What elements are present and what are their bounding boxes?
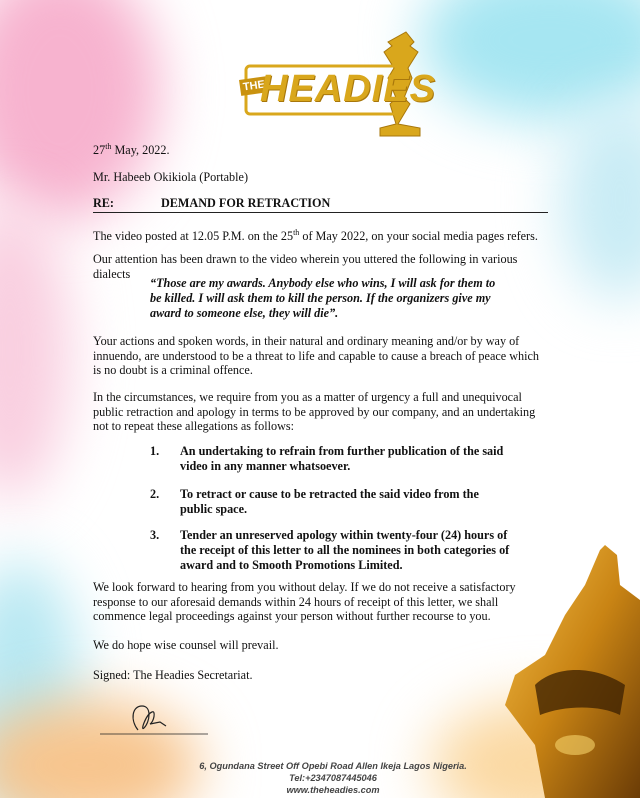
list-number: 2. — [150, 487, 160, 501]
paragraph-threat: Your actions and spoken words, in their natural and ordinary meaning and/or by way of innuendo, are understood to be a threat to life and capable to cause a breach of peace which is no doubt is a criminal offence. — [93, 334, 539, 377]
subject-line — [93, 196, 548, 213]
paragraph-video-reference: The video posted at 12.05 P.M. on the 25th of May 2022, on your social media pages refers. — [93, 228, 538, 244]
signed-line: Signed: The Headies Secretariat. — [93, 668, 253, 682]
signature-icon — [100, 700, 210, 740]
letter-date: 27th May, 2022. — [93, 142, 170, 158]
quoted-statement: “Those are my awards. Anybody else who wins, I will ask for them to be killed. I will ask them to kill the person. If the organizers give my award to someone else, they will die”. — [150, 276, 496, 320]
re-label: RE: — [93, 196, 114, 210]
paragraph-counsel: We do hope wise counsel will prevail. — [93, 638, 279, 652]
headies-logo — [238, 28, 438, 138]
headies-statue-icon — [505, 545, 640, 798]
logo-name: HEADIES — [260, 68, 436, 110]
paragraph-deadline: We look forward to hearing from you without delay. If we do not receive a satisfactory response to our aforesaid demands within 24 hours of receipt of this letter, we shall commence legal proceedings against your person without further recourse to you. — [93, 580, 516, 623]
addressee: Mr. Habeeb Okikiola (Portable) — [93, 170, 249, 184]
list-text: An undertaking to refrain from further publication of the said video in any manner whatsoever. — [180, 444, 504, 473]
list-text: To retract or cause to be retracted the said video from the public space. — [180, 487, 479, 516]
footer-website[interactable]: www.theheadies.com — [286, 785, 380, 795]
footer — [172, 760, 494, 796]
list-number: 1. — [150, 444, 160, 458]
list-number: 3. — [150, 528, 160, 542]
re-subject: DEMAND FOR RETRACTION — [161, 196, 331, 210]
footer-address: 6, Ogundana Street Off Opebi Road Allen Ikeja Lagos Nigeria. Tel:+2347087445046 — [199, 761, 467, 783]
list-text: Tender an unreserved apology within twenty-four (24) hours of the receipt of this letter to all the nominees in both categories of award and to Smooth Promotions Limited. — [180, 528, 510, 572]
paragraph-circumstances: In the circumstances, we require from you as a matter of urgency a full and unequivocal public retraction and apology in terms to be approved by our company, and an undertaking not to repeat these allegations as follows: — [93, 390, 536, 433]
logo-the: THE — [239, 76, 269, 96]
paragraph-attention: Our attention has been drawn to the video wherein you uttered the following in various dialects — [93, 252, 518, 281]
